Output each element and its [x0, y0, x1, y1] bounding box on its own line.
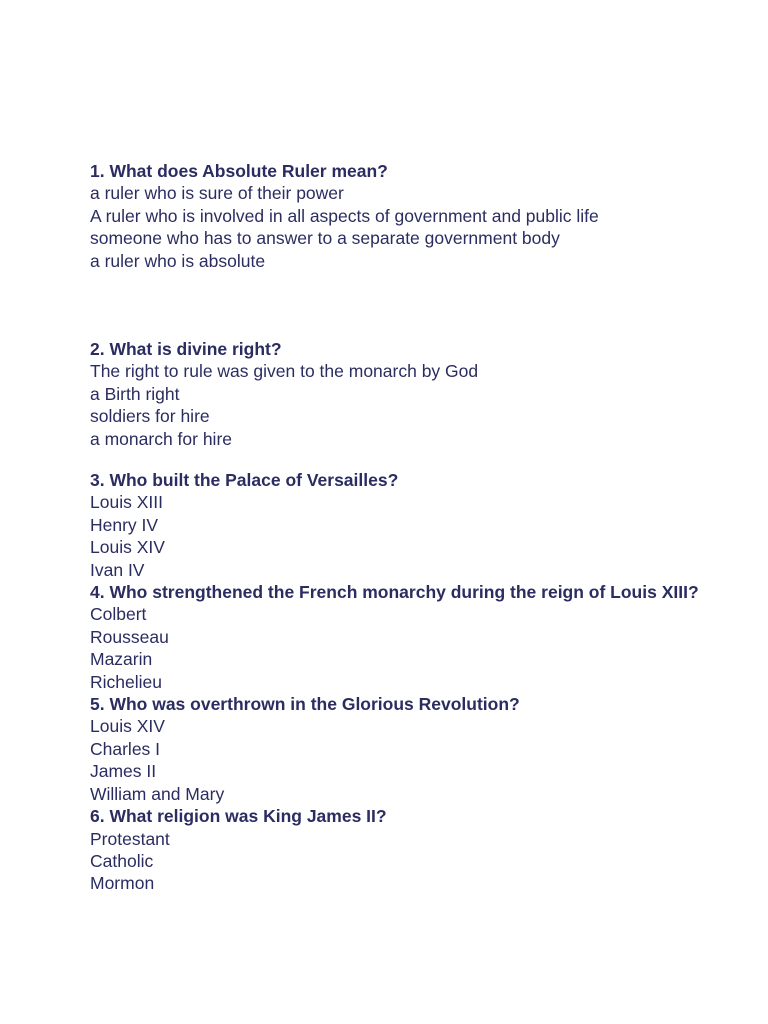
question-title: 4. Who strengthened the French monarchy during the reign of Louis XIII?: [90, 582, 699, 603]
answer-option: Rousseau: [90, 626, 169, 647]
answer-option: Louis XIV: [90, 716, 165, 737]
answer-option: a ruler who is absolute: [90, 250, 266, 271]
question-3: [90, 469, 750, 895]
answer-option: Protestant: [90, 828, 170, 849]
question-title: 2. What is divine right?: [90, 339, 282, 359]
answer-option: a monarch for hire: [90, 428, 233, 449]
question-1: [90, 160, 750, 272]
answer-option: Richelieu: [90, 671, 162, 692]
answer-option: Louis XIV: [90, 537, 165, 558]
answer-option: soldiers for hire: [90, 406, 210, 427]
answer-option: Ivan IV: [90, 559, 145, 580]
answer-option: a ruler who is sure of their power: [90, 183, 344, 204]
question-title: 3. Who built the Palace of Versailles?: [90, 470, 399, 490]
answer-option: Mormon: [90, 873, 155, 894]
question-title: 5. Who was overthrown in the Glorious Revolution?: [90, 694, 520, 715]
answer-option: James II: [90, 761, 157, 782]
answer-option: Louis XIII: [90, 492, 163, 513]
answer-option: The right to rule was given to the monarch by God: [90, 361, 479, 382]
answer-option: Charles I: [90, 738, 161, 759]
answer-option: Catholic: [90, 850, 154, 871]
question-title: 1. What does Absolute Ruler mean?: [90, 161, 388, 181]
answer-option: Mazarin: [90, 649, 153, 670]
question-2: [90, 338, 750, 450]
question-title: 6. What religion was King James II?: [90, 806, 387, 827]
answer-option: Henry IV: [90, 514, 159, 535]
answer-option: A ruler who is involved in all aspects of government and public life: [90, 205, 599, 226]
answer-option: a Birth right: [90, 383, 180, 404]
answer-option: Colbert: [90, 604, 147, 625]
answer-option: someone who has to answer to a separate government body: [90, 228, 560, 249]
answer-option: William and Mary: [90, 783, 225, 804]
